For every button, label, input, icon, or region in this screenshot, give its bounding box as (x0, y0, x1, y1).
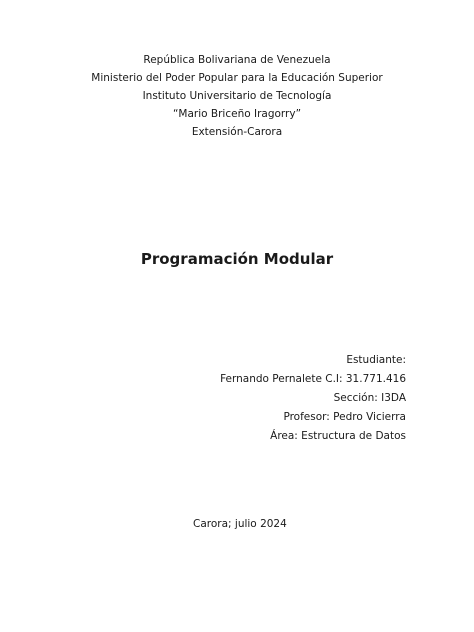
student-label: Estudiante: (346, 354, 406, 366)
student-info (220, 351, 406, 446)
header-line-institute-name: “Mario Briceño Iragorry” (172, 108, 302, 120)
header-line-institute: Instituto Universitario de Tecnología (142, 90, 332, 102)
professor-name: Profesor: Pedro Vicierra (283, 411, 406, 423)
document-title: Programación Modular (140, 250, 334, 268)
subject-area: Área: Estructura de Datos (270, 430, 406, 442)
place-date: Carora; julio 2024 (193, 518, 287, 530)
student-section: Sección: I3DA (333, 392, 406, 404)
institution-header (0, 51, 474, 141)
header-line-extension: Extensión-Carora (191, 126, 283, 138)
student-name-id: Fernando Pernalete C.I: 31.771.416 (220, 373, 406, 385)
header-line-ministry: Ministerio del Poder Popular para la Educación Superior (91, 72, 383, 84)
header-line-country: República Bolivariana de Venezuela (143, 54, 331, 66)
